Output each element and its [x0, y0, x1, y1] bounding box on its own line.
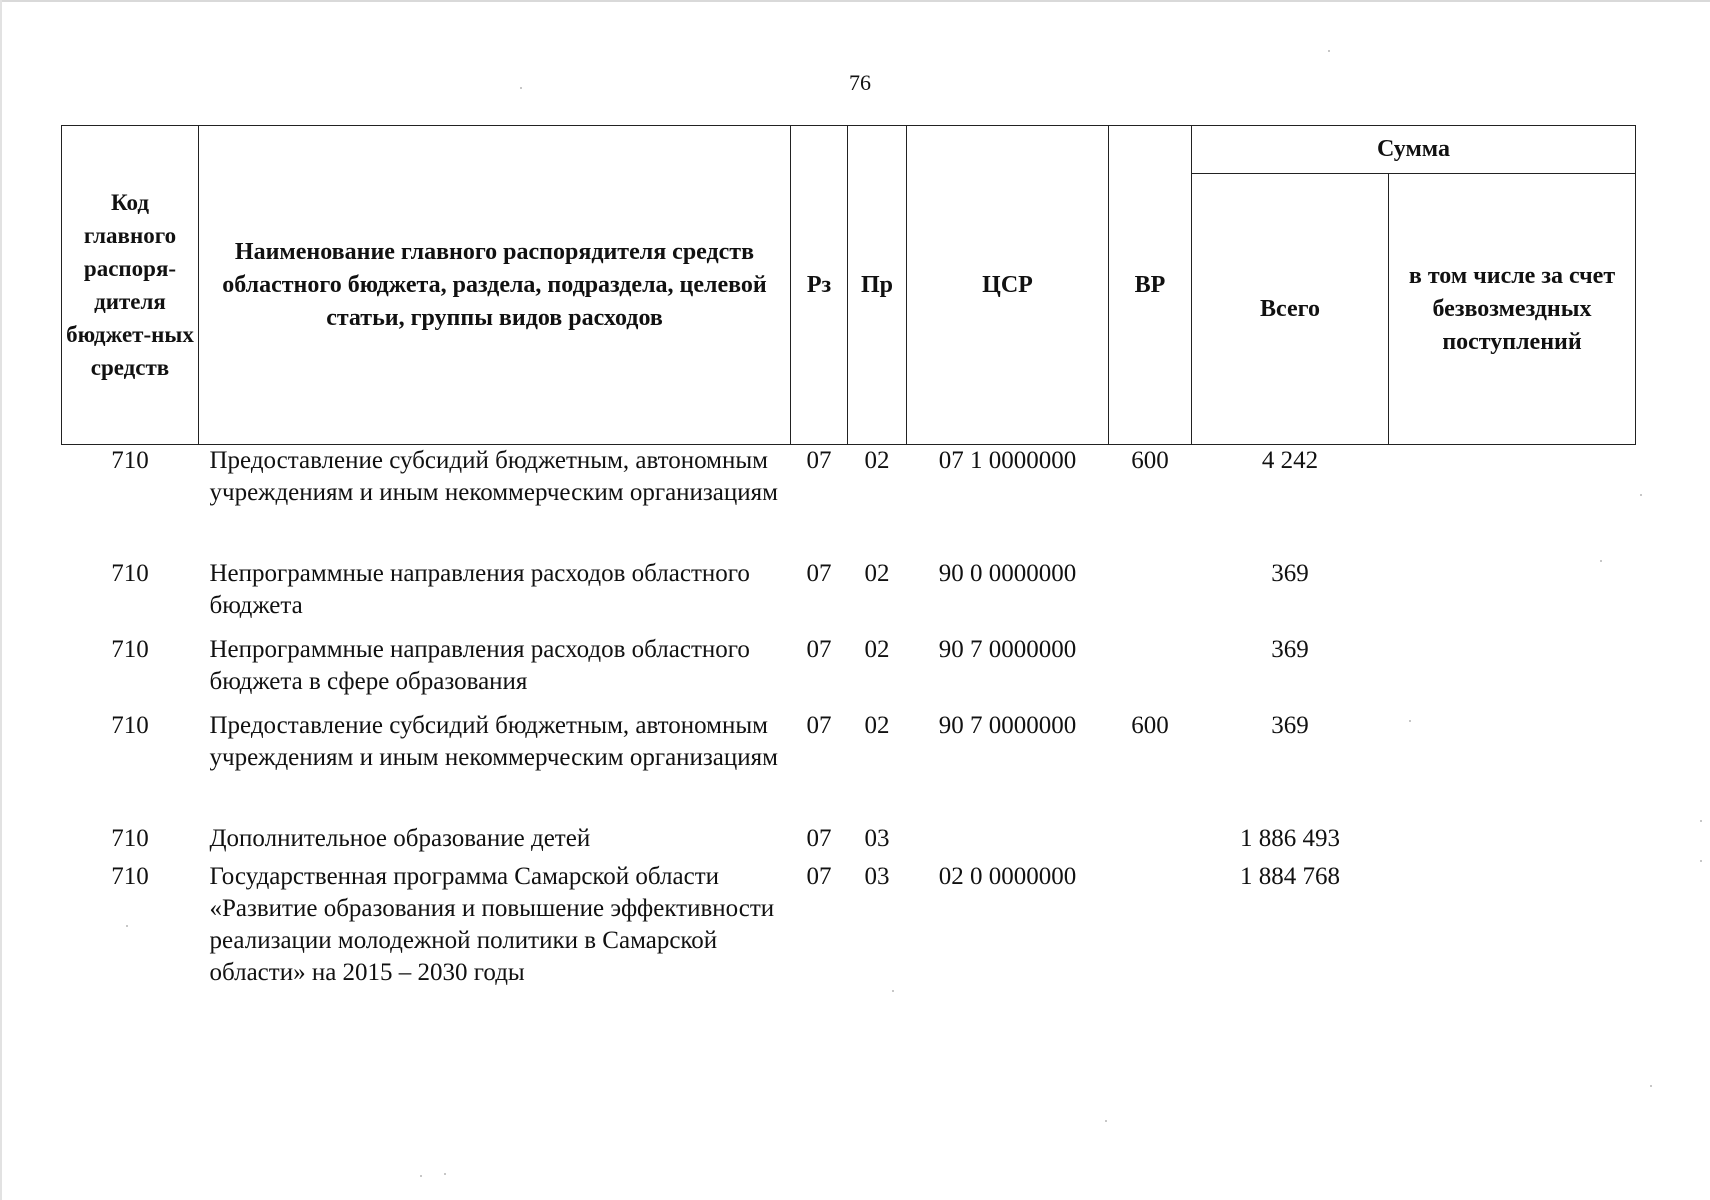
- scan-speck: [444, 1173, 446, 1175]
- cell-name: Дополнительное образование детей: [209, 824, 591, 852]
- cell-rz: 07: [806, 824, 832, 852]
- table-row: [62, 861, 1636, 1027]
- cell-rz: 07: [806, 862, 832, 890]
- cell-free: [1389, 861, 1636, 1027]
- cell-csr: 90 7 0000000: [938, 711, 1077, 739]
- cell-rz: 07: [806, 635, 832, 663]
- scan-speck: [1328, 50, 1330, 52]
- cell-code: 710: [111, 559, 149, 587]
- cell-rz: 07: [806, 447, 832, 474]
- cell-rz: 07: [806, 559, 832, 587]
- scan-edge-top: [0, 0, 1710, 2]
- table-row: [62, 710, 1636, 823]
- scan-speck: [420, 1175, 422, 1177]
- page-number: 76: [849, 70, 871, 95]
- scan-speck: [1640, 494, 1642, 496]
- header-code: Код главного распоря-дителя бюджет-ных средств: [62, 126, 199, 445]
- scan-speck: [1105, 1120, 1107, 1122]
- cell-total: 4 242: [1261, 447, 1319, 474]
- cell-csr: 02 0 0000000: [938, 862, 1077, 890]
- cell-vr: [1109, 558, 1192, 634]
- cell-vr: [1109, 634, 1192, 710]
- cell-code: 710: [111, 635, 149, 663]
- table-row: [62, 634, 1636, 710]
- table-row: [62, 558, 1636, 634]
- cell-name: Непрограммные направления расходов областного бюджета: [209, 559, 750, 619]
- scan-speck: [1700, 820, 1702, 822]
- cell-code: 710: [111, 711, 149, 739]
- cell-name: Непрограммные направления расходов областного бюджета в сфере образования: [209, 635, 750, 695]
- scan-speck: [892, 990, 894, 992]
- header-vr: ВР: [1109, 126, 1192, 445]
- table-row: [62, 445, 1636, 558]
- cell-free: [1389, 634, 1636, 710]
- table-header: [62, 126, 1636, 445]
- cell-pr: 02: [864, 559, 890, 587]
- budget-table: [61, 125, 1636, 1027]
- cell-free: [1389, 710, 1636, 823]
- header-free: в том числе за счет безвозмездных поступлений: [1389, 174, 1636, 445]
- header-pr: Пр: [848, 126, 907, 445]
- scan-speck: [126, 925, 128, 927]
- scan-edge-left: [0, 0, 2, 1200]
- cell-free: [1389, 445, 1636, 558]
- table-row: [62, 823, 1636, 861]
- cell-csr: 90 7 0000000: [938, 635, 1077, 663]
- cell-pr: 02: [864, 711, 890, 739]
- cell-total: 369: [1271, 711, 1309, 739]
- cell-total: 1 884 768: [1240, 862, 1340, 890]
- cell-free: [1389, 558, 1636, 634]
- cell-csr: 90 0 0000000: [938, 559, 1077, 587]
- cell-vr: 600: [1131, 447, 1169, 474]
- cell-name: Предоставление субсидий бюджетным, автономным учреждениям и иным некоммерческим организациям: [209, 711, 778, 771]
- cell-vr: [1109, 861, 1192, 1027]
- cell-name: Государственная программа Самарской области «Развитие образования и повышение эффективности реализации молодежной политики в Самарской области» на 2015 – 2030 годы: [209, 862, 775, 986]
- header-csr: ЦСР: [907, 126, 1109, 445]
- header-total: Всего: [1192, 174, 1389, 445]
- cell-csr: 07 1 0000000: [938, 447, 1077, 474]
- cell-name: Предоставление субсидий бюджетным, автономным учреждениям и иным некоммерческим организациям: [209, 447, 778, 506]
- header-name: Наименование главного распорядителя средств областного бюджета, раздела, подраздела, целевой статьи, группы видов расходов: [199, 126, 791, 445]
- cell-code: 710: [111, 862, 149, 890]
- cell-vr: [1109, 823, 1192, 861]
- cell-pr: 03: [864, 862, 890, 890]
- header-rz: Рз: [791, 126, 848, 445]
- scan-speck: [1600, 560, 1602, 562]
- table-body: [62, 445, 1636, 1027]
- header-sum: Сумма: [1192, 126, 1636, 174]
- scan-speck: [520, 87, 522, 89]
- cell-pr: 03: [864, 824, 890, 852]
- cell-vr: 600: [1131, 711, 1169, 739]
- scan-speck: [1409, 720, 1411, 722]
- cell-total: 1 886 493: [1240, 824, 1340, 852]
- cell-rz: 07: [806, 711, 832, 739]
- scan-speck: [1700, 860, 1702, 862]
- cell-code: 710: [111, 447, 149, 474]
- cell-total: 369: [1271, 559, 1309, 587]
- scan-speck: [1650, 1085, 1652, 1087]
- cell-csr: [907, 823, 1109, 861]
- cell-total: 369: [1271, 635, 1309, 663]
- cell-pr: 02: [864, 635, 890, 663]
- cell-code: 710: [111, 824, 149, 852]
- cell-free: [1389, 823, 1636, 861]
- cell-pr: 02: [864, 447, 890, 474]
